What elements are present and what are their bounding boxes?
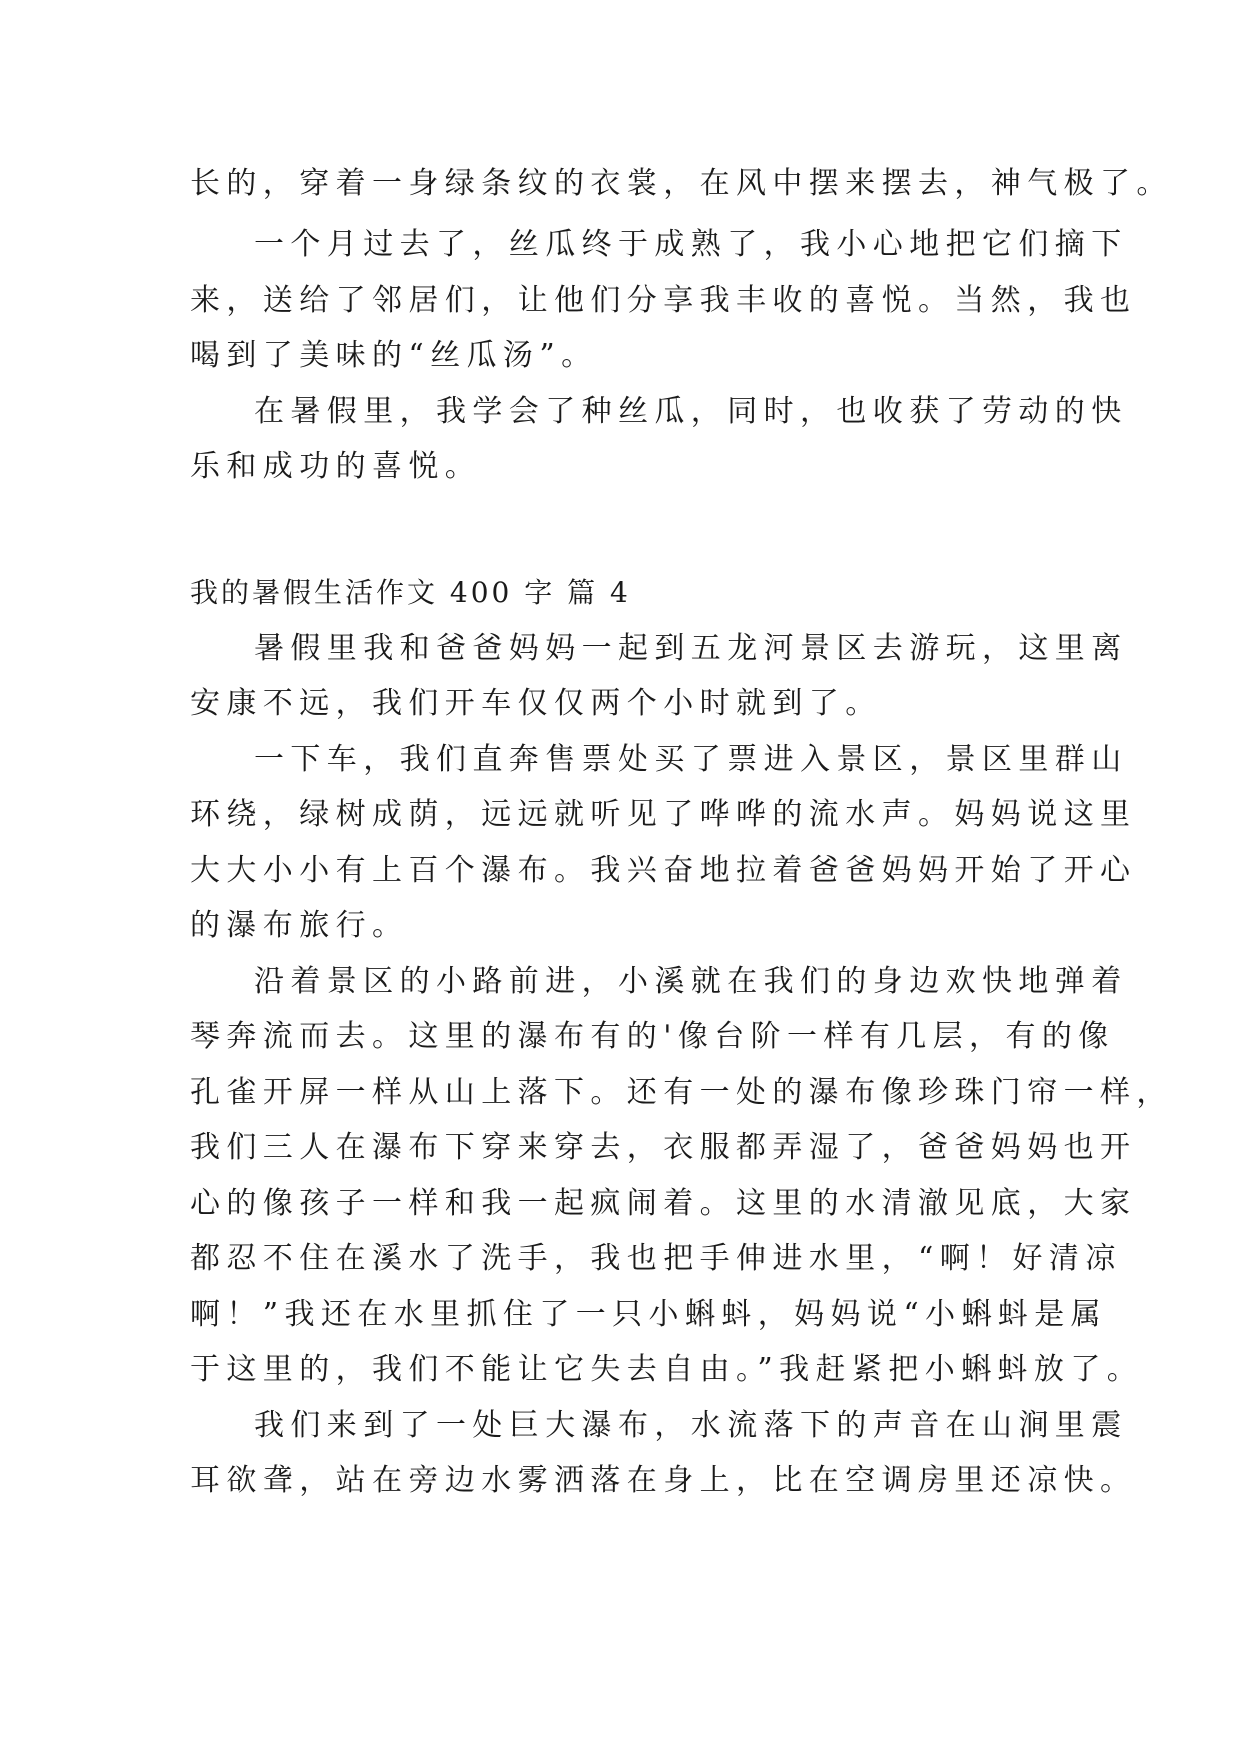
text-line: 耳欲聋，站在旁边水雾洒落在身上，比在空调房里还凉快。 bbox=[190, 1463, 1137, 1498]
text-line: 的瀑布旅行。 bbox=[190, 908, 409, 943]
text-line: 乐和成功的喜悦。 bbox=[190, 449, 482, 484]
section-heading: 我的暑假生活作文 400 字 篇 4 bbox=[190, 576, 631, 609]
text-line: 安康不远，我们开车仅仅两个小时就到了。 bbox=[190, 686, 882, 721]
text-line: 大大小小有上百个瀑布。我兴奋地拉着爸爸妈妈开始了开心 bbox=[190, 853, 1137, 888]
text-line: 环绕，绿树成荫，远远就听见了哗哗的流水声。妈妈说这里 bbox=[190, 797, 1137, 832]
text-line: 都忍不住在溪水了洗手，我也把手伸进水里，“啊！好清凉 bbox=[190, 1241, 1122, 1276]
paragraph-start: 一个月过去了，丝瓜终于成熟了，我小心地把它们摘下 bbox=[254, 227, 1128, 262]
text-line: 心的像孩子一样和我一起疯闹着。这里的水清澈见底，大家 bbox=[190, 1186, 1137, 1221]
text-line: 我们三人在瀑布下穿来穿去，衣服都弄湿了，爸爸妈妈也开 bbox=[190, 1130, 1137, 1165]
text-line: 孔雀开屏一样从山上落下。还有一处的瀑布像珍珠门帘一样， bbox=[190, 1075, 1173, 1110]
paragraph-start: 沿着景区的小路前进，小溪就在我们的身边欢快地弹着 bbox=[254, 964, 1128, 999]
text-line: 于这里的，我们不能让它失去自由。”我赶紧把小蝌蚪放了。 bbox=[190, 1352, 1144, 1387]
paragraph-start: 我们来到了一处巨大瀑布，水流落下的声音在山涧里震 bbox=[254, 1408, 1128, 1443]
paragraph-start: 一下车，我们直奔售票处买了票进入景区，景区里群山 bbox=[254, 742, 1128, 777]
text-line: 啊！”我还在水里抓住了一只小蝌蚪，妈妈说“小蝌蚪是属 bbox=[190, 1297, 1108, 1332]
text-line: 喝到了美味的“丝瓜汤”。 bbox=[190, 338, 598, 373]
paragraph-start: 暑假里我和爸爸妈妈一起到五龙河景区去游玩，这里离 bbox=[254, 631, 1128, 666]
text-line: 长的，穿着一身绿条纹的衣裳，在风中摆来摆去，神气极了。 bbox=[190, 166, 1173, 201]
text-line: 来，送给了邻居们，让他们分享我丰收的喜悦。当然，我也 bbox=[190, 283, 1137, 318]
text-line: 琴奔流而去。这里的瀑布有的'像台阶一样有几层，有的像 bbox=[190, 1019, 1115, 1054]
paragraph-start: 在暑假里，我学会了种丝瓜，同时，也收获了劳动的快 bbox=[254, 394, 1128, 429]
